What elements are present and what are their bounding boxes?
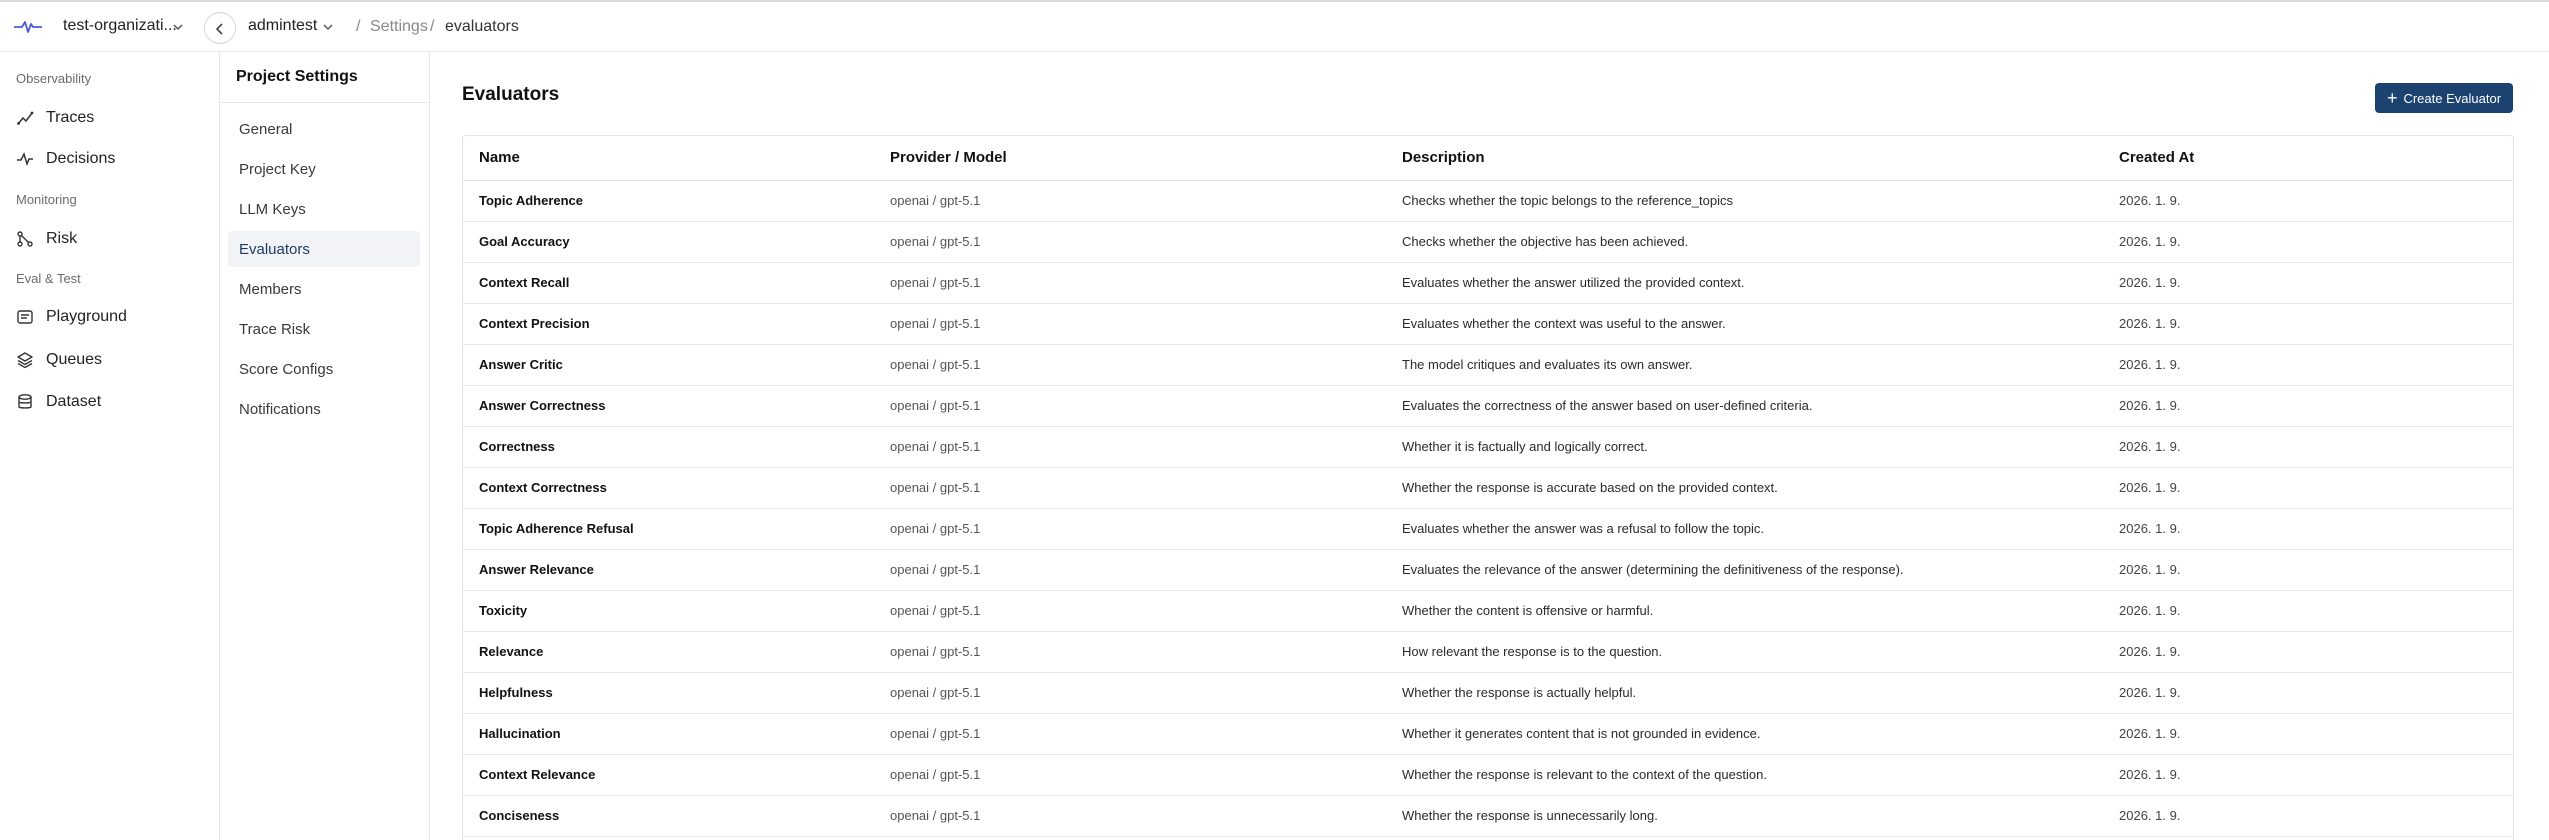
layers-icon — [16, 351, 34, 369]
provider-model: openai / gpt-5.1 — [874, 180, 1386, 221]
plus-icon: + — [2386, 88, 2398, 108]
create-evaluator-label: Create Evaluator — [2403, 90, 2502, 106]
evaluator-name: Context Precision — [463, 303, 874, 344]
table-row[interactable] — [463, 221, 2513, 262]
sidebar-section-eval-test: Eval & Test — [16, 271, 81, 286]
user-switcher[interactable]: admintest — [248, 17, 318, 34]
table-row[interactable] — [463, 754, 2513, 795]
evaluator-name: Conciseness — [463, 795, 874, 836]
provider-model: openai / gpt-5.1 — [874, 303, 1386, 344]
created-at: 2026. 1. 9. — [2103, 385, 2513, 426]
column-header-name[interactable]: Name — [463, 136, 874, 180]
provider-model: openai / gpt-5.1 — [874, 426, 1386, 467]
table-row[interactable] — [463, 549, 2513, 590]
evaluator-name: Answer Correctness — [463, 385, 874, 426]
evaluator-description: Whether it generates content that is not grounded in evidence. — [1386, 713, 2103, 754]
created-at: 2026. 1. 9. — [2103, 631, 2513, 672]
sidebar-item-traces[interactable] — [16, 104, 206, 132]
provider-model: openai / gpt-5.1 — [874, 385, 1386, 426]
created-at — [2103, 836, 2513, 840]
created-at: 2026. 1. 9. — [2103, 549, 2513, 590]
chevron-down-icon[interactable] — [172, 21, 184, 33]
evaluator-name: Correctness — [463, 426, 874, 467]
sidebar-item-queues[interactable] — [16, 346, 206, 374]
sidebar — [0, 52, 220, 840]
table-row[interactable] — [463, 672, 2513, 713]
settings-item-members[interactable]: Members — [239, 280, 302, 298]
evaluator-description: Whether the content is offensive or harmful. — [1386, 590, 2103, 631]
created-at: 2026. 1. 9. — [2103, 426, 2513, 467]
provider-model: openai / gpt-5.1 — [874, 221, 1386, 262]
settings-item-llm-keys[interactable]: LLM Keys — [239, 200, 306, 218]
provider-model: openai / gpt-5.1 — [874, 262, 1386, 303]
evaluator-name: Context Correctness — [463, 467, 874, 508]
created-at: 2026. 1. 9. — [2103, 754, 2513, 795]
table-row[interactable] — [463, 836, 2513, 840]
created-at: 2026. 1. 9. — [2103, 508, 2513, 549]
project-settings-panel — [220, 52, 430, 840]
table-row[interactable] — [463, 590, 2513, 631]
evaluator-description — [1386, 836, 2103, 840]
created-at: 2026. 1. 9. — [2103, 221, 2513, 262]
evaluator-description: Evaluates whether the answer utilized the provided context. — [1386, 262, 2103, 303]
panel-divider — [220, 102, 429, 103]
sidebar-item-dataset[interactable] — [16, 388, 206, 416]
evaluator-description: Whether it is factually and logically correct. — [1386, 426, 2103, 467]
settings-item-project-key[interactable]: Project Key — [239, 160, 316, 178]
created-at: 2026. 1. 9. — [2103, 467, 2513, 508]
created-at: 2026. 1. 9. — [2103, 180, 2513, 221]
collapse-sidebar-button[interactable] — [204, 12, 236, 44]
table-row[interactable] — [463, 508, 2513, 549]
evaluator-name: Relevance — [463, 631, 874, 672]
provider-model: openai / gpt-5.1 — [874, 754, 1386, 795]
evaluator-name: Context Relevance — [463, 754, 874, 795]
evaluator-name: Topic Adherence — [463, 180, 874, 221]
evaluator-description: The model critiques and evaluates its own answer. — [1386, 344, 2103, 385]
evaluator-description: Evaluates whether the answer was a refusal to follow the topic. — [1386, 508, 2103, 549]
provider-model: openai / gpt-5.1 — [874, 713, 1386, 754]
nodes-icon — [16, 230, 34, 248]
evaluator-description: Evaluates whether the context was useful to the answer. — [1386, 303, 2103, 344]
evaluator-name: Context Recall — [463, 262, 874, 303]
settings-item-score-configs[interactable]: Score Configs — [239, 360, 334, 378]
evaluator-description: Whether the response is actually helpful. — [1386, 672, 2103, 713]
activity-icon — [16, 150, 34, 168]
sidebar-item-risk[interactable] — [16, 225, 206, 253]
top-bar — [0, 0, 2549, 52]
evaluator-name: Goal Accuracy — [463, 221, 874, 262]
sidebar-item-label: Traces — [46, 109, 95, 126]
table-row[interactable] — [463, 180, 2513, 221]
main-content — [430, 52, 2549, 840]
table-row[interactable] — [463, 467, 2513, 508]
created-at: 2026. 1. 9. — [2103, 344, 2513, 385]
provider-model: openai / gpt-5.1 — [874, 467, 1386, 508]
provider-model: openai / gpt-5.1 — [874, 508, 1386, 549]
table-row[interactable] — [463, 385, 2513, 426]
settings-item-general[interactable]: General — [239, 120, 293, 138]
organization-switcher[interactable]: test-organizati... — [63, 17, 177, 34]
provider-model: openai / gpt-5.1 — [874, 590, 1386, 631]
evaluator-name: Toxicity — [463, 590, 874, 631]
sidebar-item-playground[interactable] — [16, 303, 206, 331]
evaluator-description: How relevant the response is to the question. — [1386, 631, 2103, 672]
evaluator-description: Checks whether the objective has been achieved. — [1386, 221, 2103, 262]
evaluator-name: Hallucination — [463, 713, 874, 754]
table-row[interactable] — [463, 303, 2513, 344]
column-header-provider-model[interactable]: Provider / Model — [874, 136, 1386, 180]
provider-model — [874, 836, 1386, 840]
terminal-icon — [16, 308, 34, 326]
settings-item-trace-risk[interactable]: Trace Risk — [239, 320, 311, 338]
evaluator-description: Whether the response is unnecessarily long. — [1386, 795, 2103, 836]
table-row[interactable] — [463, 344, 2513, 385]
sidebar-item-label: Risk — [46, 230, 78, 247]
table-row[interactable] — [463, 795, 2513, 836]
breadcrumb-separator: / — [356, 18, 361, 35]
chevron-down-icon[interactable] — [322, 21, 334, 33]
table-row[interactable] — [463, 713, 2513, 754]
evaluator-name: Answer Relevance — [463, 549, 874, 590]
breadcrumb-settings[interactable]: Settings — [370, 18, 428, 35]
provider-model: openai / gpt-5.1 — [874, 344, 1386, 385]
database-icon — [16, 393, 34, 411]
settings-item-evaluators[interactable]: Evaluators — [228, 231, 420, 267]
table-row[interactable] — [463, 262, 2513, 303]
table-header-row — [463, 136, 2513, 180]
provider-model: openai / gpt-5.1 — [874, 672, 1386, 713]
evaluator-description: Evaluates the relevance of the answer (determining the definitiveness of the response). — [1386, 549, 2103, 590]
column-header-description[interactable]: Description — [1386, 136, 2103, 180]
evaluator-name — [463, 836, 874, 840]
created-at: 2026. 1. 9. — [2103, 303, 2513, 344]
column-header-created-at[interactable]: Created At — [2103, 136, 2513, 180]
provider-model: openai / gpt-5.1 — [874, 795, 1386, 836]
created-at: 2026. 1. 9. — [2103, 713, 2513, 754]
provider-model: openai / gpt-5.1 — [874, 549, 1386, 590]
sidebar-section-observability: Observability — [16, 71, 92, 86]
created-at: 2026. 1. 9. — [2103, 590, 2513, 631]
panel-title: Project Settings — [236, 68, 358, 85]
chevron-left-icon — [215, 22, 225, 36]
evaluator-name: Answer Critic — [463, 344, 874, 385]
table-row[interactable] — [463, 426, 2513, 467]
evaluators-table — [462, 135, 2514, 840]
sidebar-section-monitoring: Monitoring — [16, 192, 77, 207]
app-logo-icon[interactable] — [13, 16, 43, 38]
evaluator-description: Whether the response is accurate based on the provided context. — [1386, 467, 2103, 508]
created-at: 2026. 1. 9. — [2103, 795, 2513, 836]
evaluator-name: Helpfulness — [463, 672, 874, 713]
table-row[interactable] — [463, 631, 2513, 672]
created-at: 2026. 1. 9. — [2103, 262, 2513, 303]
evaluator-description: Evaluates the correctness of the answer based on user-defined criteria. — [1386, 385, 2103, 426]
created-at: 2026. 1. 9. — [2103, 672, 2513, 713]
sidebar-item-label: Queues — [46, 351, 103, 368]
evaluator-name: Topic Adherence Refusal — [463, 508, 874, 549]
breadcrumb-separator: / — [430, 18, 435, 35]
provider-model: openai / gpt-5.1 — [874, 631, 1386, 672]
page-title: Evaluators — [462, 84, 560, 105]
evaluator-description: Checks whether the topic belongs to the reference_topics — [1386, 180, 2103, 221]
breadcrumb-current: evaluators — [445, 18, 519, 35]
settings-item-notifications[interactable]: Notifications — [239, 400, 321, 418]
sidebar-item-label: Playground — [46, 308, 127, 325]
sidebar-item-decisions[interactable] — [16, 145, 206, 173]
create-evaluator-button[interactable] — [2375, 83, 2513, 113]
evaluator-description: Whether the response is relevant to the context of the question. — [1386, 754, 2103, 795]
sidebar-item-label: Decisions — [46, 150, 116, 167]
trend-icon — [16, 109, 34, 127]
sidebar-item-label: Dataset — [46, 393, 102, 410]
